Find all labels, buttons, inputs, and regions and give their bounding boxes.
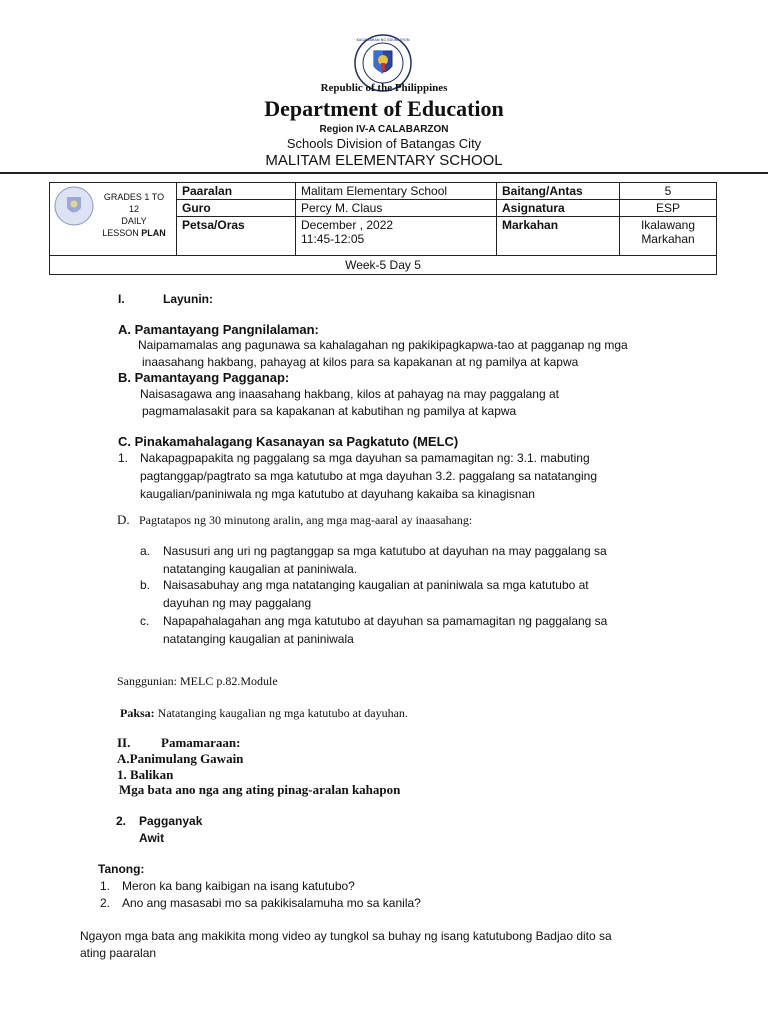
- dll-logo-line3: DAILY: [121, 216, 147, 226]
- balikan-text: Mga bata ano nga ang ating pinag-aralan kahapon: [119, 782, 401, 797]
- label-petsa: Petsa/Oras: [177, 217, 296, 256]
- value-paaralan: Malitam Elementary School: [296, 183, 497, 200]
- d-c-number: c.: [140, 614, 150, 628]
- seal-text: KAGAWARAN NG EDUKASYON: [356, 38, 410, 42]
- label-asignatura: Asignatura: [497, 200, 620, 217]
- pagganyak-number: 2.: [116, 814, 127, 828]
- balikan-heading: 1. Balikan: [117, 767, 174, 782]
- section-i-number: I.: [118, 292, 125, 306]
- value-markahan-2: Markahan: [641, 232, 695, 246]
- dll-logo-cell: [50, 183, 177, 256]
- section-ii-number: II.: [117, 735, 131, 750]
- section-b-text-1: Naisasagawa ang inaasahang hakbang, kilos at pahayag na may paggalang at: [140, 387, 559, 401]
- dll-logo-line1: GRADES 1 TO: [103, 192, 165, 202]
- value-asignatura: ESP: [620, 200, 717, 217]
- value-baitang: 5: [620, 183, 717, 200]
- section-d-text: Pagtatapos ng 30 minutong aralin, ang mga mag-aaral ay inaasahang:: [139, 513, 473, 527]
- dll-logo-line2: 12: [128, 204, 139, 214]
- value-date: December , 2022: [301, 218, 394, 232]
- c1-line-3: kaugalian/paniniwala ng mga katutubo at dayuhang kakaiba sa kinagisnan: [140, 487, 535, 501]
- header-divider: [0, 172, 768, 174]
- dll-logo-line4a: LESSON: [102, 228, 142, 238]
- value-time: 11:45-12:05: [301, 232, 365, 246]
- deped-small-seal-icon: [54, 186, 94, 226]
- department-title: Department of Education: [264, 96, 504, 121]
- closing-line-2: ating paaralan: [80, 946, 157, 960]
- d-b-line-1: Naisasabuhay ang mga natatanging kaugalian at paniniwala sa mga katutubo at: [163, 578, 589, 592]
- q2-text: Ano ang masasabi mo sa pakikisalamuha mo sa kanila?: [122, 896, 421, 910]
- c1-line-1: Nakapagpapakita ng paggalang sa mga dayuhan sa pamamagitan ng: 3.1. mabuting: [140, 451, 590, 465]
- d-c-text: [163, 612, 607, 648]
- label-markahan: Markahan: [497, 217, 620, 256]
- label-baitang: Baitang/Antas: [497, 183, 620, 200]
- closing-line-1: Ngayon mga bata ang makikita mong video ay tungkol sa buhay ng isang katutubong Badjao dito sa: [80, 929, 612, 943]
- label-guro: Guro: [177, 200, 296, 217]
- division-line: Schools Division of Batangas City: [286, 136, 482, 151]
- panimulang-gawain: A.Panimulang Gawain: [117, 751, 244, 766]
- section-a-text-1: Naipamamalas ang pagunawa sa kahalagahan ng pakikipagkapwa-tao at pagganap ng mga: [138, 338, 628, 352]
- paksa-label: Paksa:: [120, 706, 155, 720]
- value-markahan: [620, 217, 717, 256]
- section-c-title: C. Pinakamahalagang Kasanayan sa Pagkatuto (MELC): [118, 434, 459, 449]
- d-a-text: [163, 542, 607, 578]
- d-a-line-2: natatanging kaugalian at paniniwala.: [163, 562, 358, 576]
- d-b-number: b.: [140, 578, 151, 592]
- lesson-info-table: [49, 182, 717, 275]
- school-name: MALITAM ELEMENTARY SCHOOL: [265, 152, 503, 169]
- value-markahan-1: Ikalawang: [640, 218, 696, 232]
- awit-label: Awit: [139, 831, 165, 845]
- section-b-title: B. Pamantayang Pagganap:: [118, 370, 290, 385]
- paksa-line: [120, 706, 408, 721]
- republic-line: Republic of the Philippines: [320, 82, 448, 94]
- d-a-line-1: Nasusuri ang uri ng pagtanggap sa mga katutubo at dayuhan na may paggalang sa: [163, 544, 607, 558]
- tanong-heading: Tanong:: [98, 862, 145, 876]
- value-guro: Percy M. Claus: [296, 200, 497, 217]
- week-day-row: Week-5 Day 5: [50, 256, 717, 275]
- region-line: Region IV-A CALABARZON: [319, 124, 449, 135]
- dll-logo-line4b: PLAN: [141, 228, 166, 238]
- pagganyak-heading: Pagganyak: [139, 814, 203, 828]
- section-a-text-2: inaasahang hakbang, pahayag at kilos para sa kapakanan at ng pamilya at kapwa: [142, 355, 579, 369]
- c1-text: [140, 449, 597, 503]
- c1-number: 1.: [118, 451, 129, 465]
- q1-text: Meron ka bang kaibigan na isang katutubo?: [122, 879, 355, 893]
- paksa-text: Natatanging kaugalian ng mga katutubo at dayuhan.: [154, 706, 408, 720]
- c1-line-2: pagtanggap/pagtrato sa mga katutubo at mga dayuhan 3.2. paggalang sa natatanging: [140, 469, 598, 483]
- d-a-number: a.: [140, 544, 151, 558]
- sanggunian: Sanggunian: MELC p.82.Module: [117, 674, 278, 688]
- label-paaralan: Paaralan: [177, 183, 296, 200]
- d-b-text: [163, 576, 589, 612]
- section-i-title: Layunin:: [163, 292, 213, 306]
- section-ii-title: Pamamaraan:: [161, 735, 241, 750]
- d-c-line-2: natatanging kaugalian at paniniwala: [163, 632, 354, 646]
- q1-number: 1.: [100, 879, 111, 893]
- value-petsa: [296, 217, 497, 256]
- section-d-number: D.: [117, 512, 130, 527]
- d-c-line-1: Napapahalagahan ang mga katutubo at dayuhan sa pamamagitan ng paggalang sa: [163, 614, 608, 628]
- q2-number: 2.: [100, 896, 111, 910]
- section-b-text-2: pagmamalasakit para sa kapakanan at kabutihan ng pamilya at kapwa: [142, 404, 517, 418]
- d-b-line-2: dayuhan ng may paggalang: [163, 596, 312, 610]
- section-a-title: A. Pamantayang Pangnilalaman:: [118, 322, 319, 337]
